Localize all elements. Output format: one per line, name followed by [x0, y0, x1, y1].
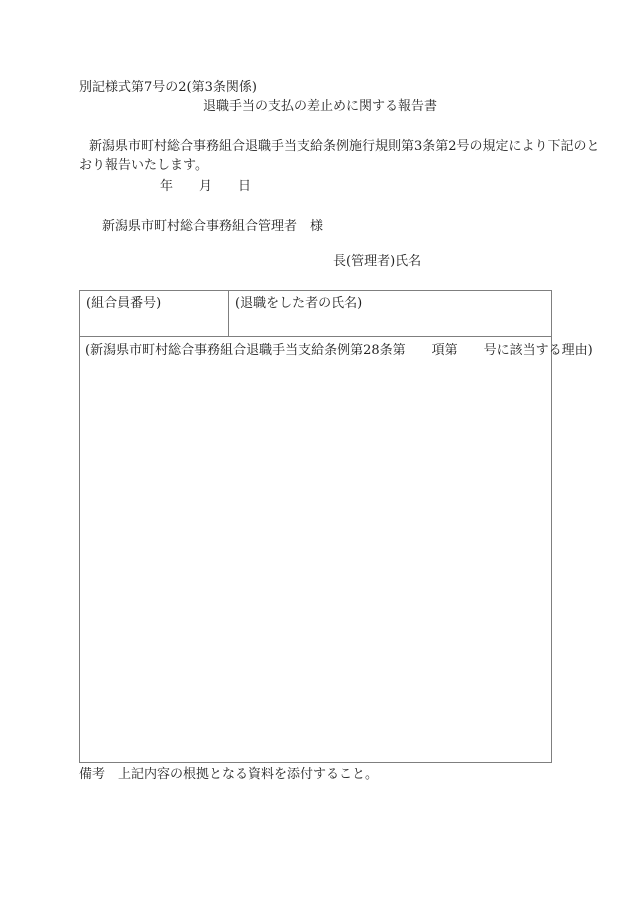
- retiree-name-cell: (退職をした者の氏名): [235, 296, 363, 311]
- form-number: 別記様式第7号の2(第3条関係): [79, 80, 257, 95]
- body-paragraph: [79, 137, 600, 175]
- body-line: おり報告いたします。: [79, 158, 208, 173]
- body-line: 新潟県市町村総合事務組合退職手当支給条例施行規則第3条第2号の規定により下記のと: [89, 139, 600, 154]
- date-line: 年 月 日: [160, 179, 252, 194]
- signer-name-label: 長(管理者)氏名: [333, 254, 422, 269]
- addressee-line: 新潟県市町村総合事務組合管理者 様: [102, 219, 324, 234]
- remarks-note: 備考 上記内容の根拠となる資料を添付すること。: [79, 767, 379, 782]
- member-info-table: [79, 290, 593, 763]
- reason-cell: (新潟県市町村総合事務組合退職手当支給条例第28条第 項第 号に該当する理由): [85, 343, 593, 358]
- document-title: 退職手当の支払の差止めに関する報告書: [203, 99, 438, 114]
- member-number-cell: (組合員番号): [80, 291, 229, 336]
- table-header-row: [80, 291, 551, 337]
